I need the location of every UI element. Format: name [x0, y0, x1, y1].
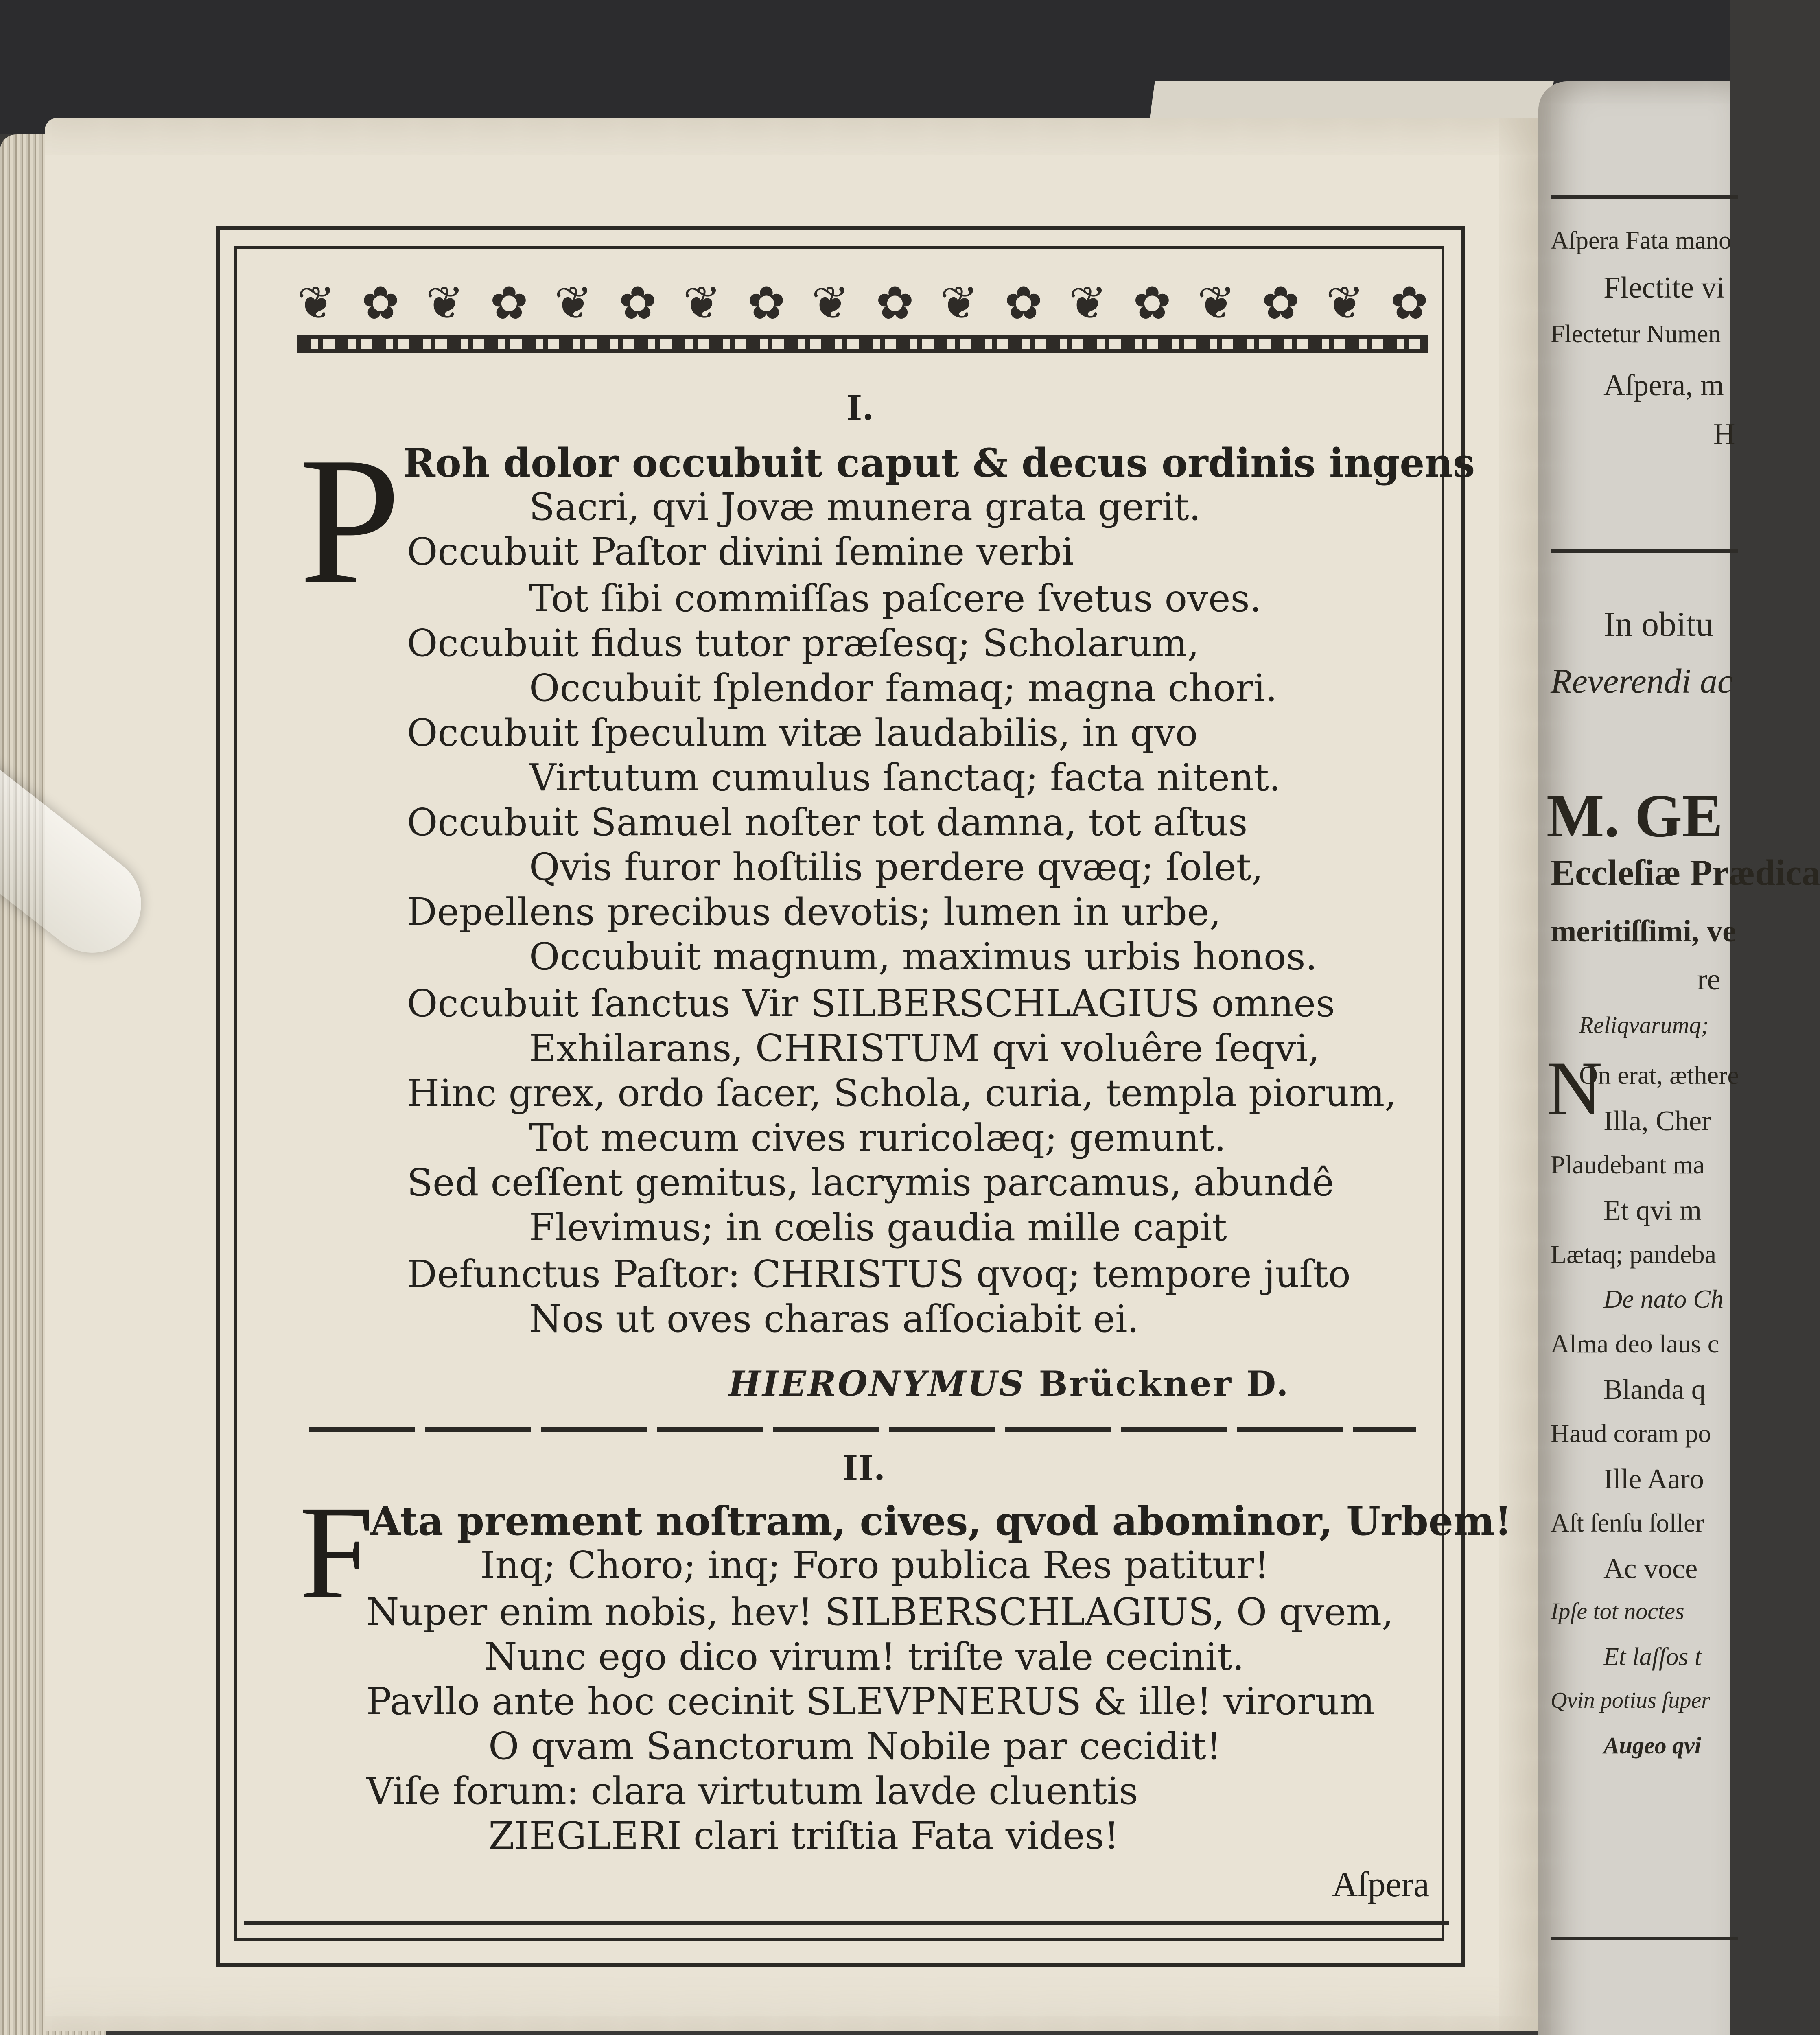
- verse-line: O qvam Sanctorum Nobile par cecidit!: [488, 1724, 1222, 1768]
- facing-line: Ille Aaro: [1603, 1464, 1704, 1495]
- facing-line: Lætaq; pandeba: [1551, 1240, 1716, 1269]
- facing-line: On erat, æthere: [1579, 1061, 1739, 1090]
- flower-ornament-icon: ✿: [1133, 277, 1171, 330]
- verse-line: Exhilarans, CHRISTUM qvi voluêre ſeqvi,: [529, 1026, 1320, 1070]
- verse-line: Virtutum cumulus ſanctaq; facta nitent.: [529, 756, 1281, 799]
- ornament-base-rule: [297, 335, 1428, 353]
- flower-ornament-icon: ❦: [940, 277, 978, 330]
- verse-line: Viſe forum: clara virtutum lavde cluentis: [366, 1769, 1138, 1813]
- signature: [728, 1363, 1290, 1404]
- verse-line: Pavllo ante hoc cecinit SLEVPNERUS & ille! virorum: [366, 1680, 1375, 1723]
- facing-line: Aſpera Fata mano: [1551, 227, 1732, 254]
- flower-ornament-icon: ✿: [619, 277, 657, 330]
- floral-ornament-band: [297, 277, 1428, 358]
- verse-line: Hinc grex, ordo ſacer, Schola, curia, templa piorum,: [407, 1071, 1397, 1115]
- facing-line: Reliqvarumq;: [1579, 1012, 1709, 1038]
- bottom-border-rule: [244, 1921, 1449, 1925]
- flower-ornament-icon: ✿: [490, 277, 528, 330]
- facing-line: Et qvi m: [1603, 1195, 1702, 1226]
- flower-ornament-icon: ❦: [554, 277, 593, 330]
- verse-line: Sacri, qvi Jovæ munera grata gerit.: [529, 485, 1201, 529]
- verse-line: Occubuit magnum, maximus urbis honos.: [529, 935, 1317, 978]
- facing-line: Haud coram po: [1551, 1419, 1711, 1448]
- facing-line: Ipſe tot noctes: [1551, 1598, 1684, 1624]
- facing-line: Qvin potius ſuper: [1551, 1688, 1710, 1713]
- verse-line: Roh dolor occubuit caput & decus ordinis ingens: [403, 440, 1475, 486]
- facing-line: Eccleſiæ Prædica: [1551, 853, 1820, 893]
- section-divider: [309, 1427, 1416, 1432]
- flower-ornament-icon: ❦: [297, 277, 335, 330]
- flower-ornament-icon: ✿: [1390, 277, 1428, 330]
- verse-line: Occubuit Samuel noſter tot damna, tot aſtus: [407, 801, 1248, 844]
- verse-line: Sed ceſſent gemitus, lacrymis parcamus, abundê: [407, 1161, 1334, 1204]
- facing-line: Et laſſos t: [1603, 1643, 1702, 1671]
- facing-line: Illa, Cher: [1603, 1105, 1711, 1137]
- flower-ornament-icon: ✿: [747, 277, 785, 330]
- verse-line: Occubuit ſplendor famaq; magna chori.: [529, 666, 1278, 710]
- verse-line: Tot ſibi commiſſas paſcere ſvetus oves.: [529, 577, 1262, 620]
- facing-line: De nato Ch: [1603, 1284, 1724, 1313]
- verse-line: Inq; Choro; inq; Foro publica Res patitur!: [480, 1543, 1269, 1587]
- verse-line: Occubuit Paſtor divini ſemine verbi: [407, 530, 1074, 573]
- facing-line: meritiſſimi, ve: [1551, 914, 1736, 948]
- ornament-flowers: [297, 277, 1428, 330]
- flower-ornament-icon: ❦: [1197, 277, 1236, 330]
- signature-first-name: HIERONYMUS: [728, 1363, 1026, 1404]
- verse-line: Defunctus Paſtor: CHRISTUS qvoq; tempore juſto: [407, 1252, 1351, 1296]
- facing-line: Reverendi ac: [1551, 661, 1733, 700]
- flower-ornament-icon: ✿: [361, 277, 400, 330]
- section-number-2: II.: [842, 1449, 886, 1488]
- section-number-1: I.: [847, 389, 874, 428]
- facing-top-rule: [1551, 195, 1738, 199]
- flower-ornament-icon: ❦: [1326, 277, 1364, 330]
- signature-surname: Brückner: [1039, 1363, 1233, 1404]
- facing-line: In obitu: [1603, 604, 1713, 643]
- facing-bottom-rule: [1551, 1937, 1738, 1940]
- facing-line: Aſpera, m: [1603, 369, 1724, 402]
- facing-line: M. GE: [1547, 782, 1723, 850]
- catchword: Aſpera: [1332, 1865, 1429, 1904]
- verse-line: Ata prement noſtram, cives, qvod abominor, Urbem!: [370, 1498, 1512, 1544]
- verse-line: Tot mecum cives ruricolæq; gemunt.: [529, 1116, 1226, 1160]
- facing-line: re: [1697, 963, 1721, 996]
- flower-ornament-icon: ❦: [812, 277, 850, 330]
- verse-line: Occubuit fidus tutor præſesq; Scholarum,: [407, 621, 1199, 665]
- facing-line: Blanda q: [1603, 1374, 1706, 1405]
- facing-line: Augeo qvi: [1603, 1732, 1702, 1759]
- verse-line: Nos ut oves charas aſſociabit ei.: [529, 1297, 1139, 1341]
- drop-cap-f: F: [299, 1478, 374, 1627]
- facing-line: Alma deo laus c: [1551, 1329, 1719, 1358]
- facing-line: Plaudebant ma: [1551, 1150, 1705, 1179]
- drop-cap-p: P: [299, 420, 401, 622]
- verse-line: Occubuit ſanctus Vir SILBERSCHLAGIUS omnes: [407, 982, 1335, 1025]
- verse-line: Qvis furor hoſtilis perdere qvæq; ſolet,: [529, 845, 1263, 889]
- facing-line: Flectite vi: [1603, 271, 1725, 304]
- verse-line: Nunc ego dico virum! triſte vale cecinit.: [484, 1635, 1245, 1678]
- facing-page: [1538, 81, 1820, 2035]
- verse-line: ZIEGLERI clari triſtia Fata vides!: [488, 1814, 1119, 1858]
- verse-line: Flevimus; in cœlis gaudia mille capit: [529, 1206, 1227, 1249]
- flower-ornament-icon: ❦: [1069, 277, 1107, 330]
- signature-suffix: D.: [1246, 1363, 1290, 1404]
- facing-line: Flectetur Numen: [1551, 320, 1721, 348]
- verse-line: Occubuit ſpeculum vitæ laudabilis, in qvo: [407, 711, 1198, 755]
- facing-drop-cap: N: [1547, 1046, 1603, 1131]
- verse-line: Nuper enim nobis, hev! SILBERSCHLAGIUS, O qvem,: [366, 1590, 1394, 1634]
- flower-ornament-icon: ❦: [683, 277, 721, 330]
- flower-ornament-icon: ✿: [876, 277, 914, 330]
- verse-line: Depellens precibus devotis; lumen in urbe,: [407, 890, 1221, 934]
- facing-line: H: [1713, 418, 1735, 451]
- facing-mid-rule: [1551, 549, 1738, 553]
- facing-line: Aſt ſenſu ſoller: [1551, 1508, 1704, 1537]
- flower-ornament-icon: ✿: [1004, 277, 1043, 330]
- facing-line: Ac voce: [1603, 1553, 1698, 1584]
- flower-ornament-icon: ✿: [1262, 277, 1300, 330]
- flower-ornament-icon: ❦: [426, 277, 464, 330]
